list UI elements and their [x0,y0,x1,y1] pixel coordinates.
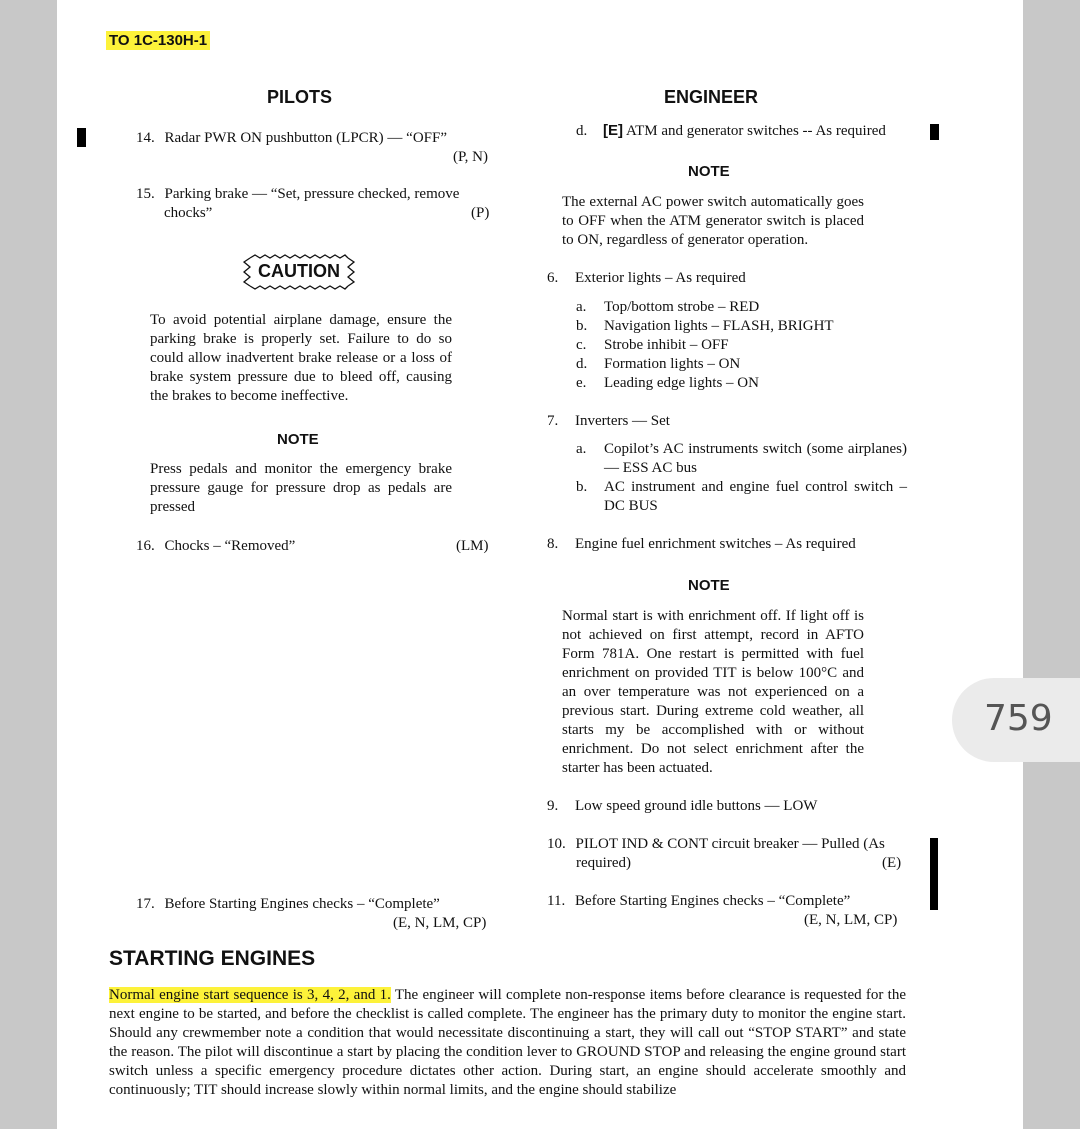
sub-item: b. Navigation lights – FLASH, BRIGHT [576,318,834,334]
item-text: Chocks – “Removed” [164,538,296,554]
engineer-item-7 [547,412,887,431]
engineer-item-6-sublist [576,298,906,393]
engineer-item-10-line2: required) [576,855,631,871]
engineer-heading: ENGINEER [664,87,759,107]
highlighted-text: Normal engine start sequence is 3, 4, 2, and 1. [109,987,391,1003]
item-number: 11. [547,893,566,909]
paragraph-text: The engineer will complete non-response items before clearance is requested for the next engine to be started, and before the checklist is called complete. The engineer has the primary duty to monitor the engine start. Should any crewmember note a condition that would necessitate discontinuing a start, they will call out “STOP START” and state the reason. The pilot will discontinue a start by placing the condition lever to GROUND STOP and releasing the engine ground start switch unless a specific emergency procedure dictates other action. During start, an engine should accelerate smoothly and continuously; TIT should increase slowly within normal limits, and the engine should stabilize [109,987,906,1098]
engineer-item-6 [547,269,887,288]
item-text: Inverters — Set [575,413,670,429]
sub-item: c. Strobe inhibit – OFF [576,337,729,353]
pilot-item-15-crew: (P) [471,205,490,221]
engineer-item-10 [547,835,917,854]
item-number: 14. [136,130,155,146]
pilot-item-14 [136,129,496,148]
item-text: Before Starting Engines checks – “Complete” [574,893,851,909]
engineer-item-11 [547,892,917,911]
engineer-note1-label: NOTE [688,163,730,180]
engineer-item-d [576,121,916,141]
change-bar [930,124,939,140]
item-text: Exterior lights – As required [575,270,746,286]
engineer-item-9 [547,797,907,816]
sub-item: e. Leading edge lights – ON [576,375,759,391]
pilot-item-16-crew: (LM) [456,538,489,554]
engineer-tag: [E] [603,122,623,139]
engineer-item-11-crew: (E, N, LM, CP) [804,912,898,928]
pilot-item-15 [136,185,496,204]
caution-text: To avoid potential airplane damage, ensure the parking brake is properly set. Failure to do so could allow inadvertent brake release or a loss of brake system pressure due to bleed off, causing the brakes to become ineffective. [150,312,452,404]
item-text: Radar PWR ON pushbutton (LPCR) — “OFF” [164,130,447,146]
item-text-line1: Parking brake — “Set, pressure checked, remove [164,186,460,202]
item-number: 17. [136,896,155,912]
page-number: 759 [984,698,1053,739]
engineer-item-10-crew: (E) [882,855,902,871]
item-text-line1: PILOT IND & CONT circuit breaker — Pulled (As [575,836,885,852]
item-number: 7. [547,413,559,429]
item-text: Before Starting Engines checks – “Complete” [164,896,440,912]
item-number: 6. [547,270,559,286]
pilot-item-14-crew: (P, N) [453,149,489,165]
sub-item: a. Top/bottom strobe – RED [576,299,760,315]
section-paragraph [109,986,906,1100]
caution-badge [240,253,358,291]
section-title: STARTING ENGINES [109,947,316,970]
change-bar [930,838,938,910]
pilot-item-16 [136,537,436,556]
doc-id: TO 1C-130H-1 [106,31,210,50]
item-text: Low speed ground idle buttons — LOW [575,798,818,814]
item-number: 10. [547,836,566,852]
item-text: ATM and generator switches -- As required [625,123,886,139]
engineer-note1-text: The external AC power switch automatically goes to OFF when the ATM generator switch is placed to ON, regardless of generator operation. [562,194,864,248]
pilot-item-15-line2: chocks” [164,205,213,221]
item-number: 15. [136,186,155,202]
pilot-note-label: NOTE [277,431,319,448]
engineer-item-8 [547,535,907,554]
sub-item: a. Copilot’s AC instruments switch (some airplanes) — ESS AC bus [576,441,907,476]
caution-label: CAUTION [258,261,340,281]
engineer-note2-text: Normal start is with enrichment off. If light off is not achieved on first attempt, record in AFTO Form 781A. One restart is permitted with fuel enrichment on provided TIT is below 100°C and an over temperature was not experienced on a previous start. During extreme cold weather, all starts my be accomplished with or without enrichment. Do not select enrichment after the starter has been actuated. [562,608,864,776]
item-number: 8. [547,536,559,552]
pilot-item-17-crew: (E, N, LM, CP) [393,915,487,931]
item-text: Engine fuel enrichment switches – As required [575,536,856,552]
sub-item: d. Formation lights – ON [576,356,741,372]
engineer-item-7-sublist [576,440,907,516]
pilot-note-text: Press pedals and monitor the emergency brake pressure gauge for pressure drop as pedals are pressed [150,461,452,515]
item-number: 9. [547,798,559,814]
change-bar [77,128,86,147]
sub-item: b. AC instrument and engine fuel control switch – DC BUS [576,479,907,514]
pilot-item-17 [136,895,496,914]
item-letter: d. [576,123,588,139]
pilots-heading: PILOTS [267,87,333,107]
engineer-note2-label: NOTE [688,577,730,594]
item-number: 16. [136,538,155,554]
